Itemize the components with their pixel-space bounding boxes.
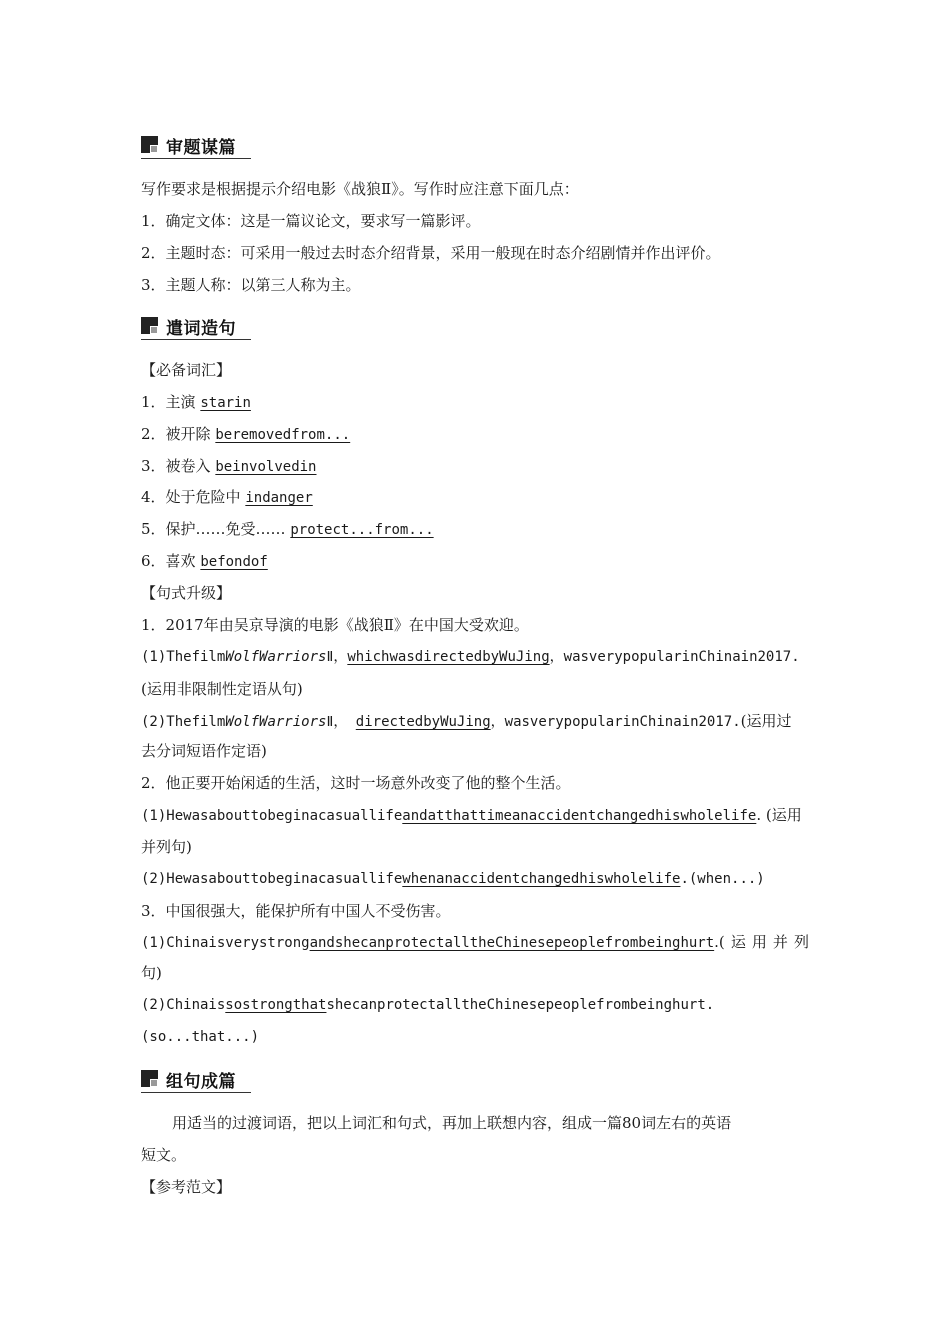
fill-answer: andshecanprotectalltheChinesepeoplefrombeinghurt bbox=[309, 935, 715, 951]
sentence-text: Ⅱ， bbox=[326, 649, 348, 665]
pattern-note: (运用过 bbox=[740, 712, 792, 730]
section-marker-icon bbox=[141, 1070, 158, 1087]
pattern-answer-3a bbox=[141, 932, 809, 953]
sentence-text: (1)Chinaisverystrong bbox=[141, 935, 310, 951]
vocab-answer: befondof bbox=[200, 554, 268, 570]
section-title: 组句成篇 bbox=[166, 1072, 236, 1092]
sentence-text: (2)Thefilm bbox=[141, 714, 226, 730]
film-title: WolfWarriors bbox=[225, 649, 327, 665]
sentence-text: (2)Hewasabouttobeginacasuallife bbox=[141, 871, 403, 887]
section-header-analysis bbox=[141, 131, 251, 157]
compose-instruction: 短文。 bbox=[141, 1146, 187, 1164]
sentence-text: (1)Thefilm bbox=[141, 649, 226, 665]
section-header-compose bbox=[141, 1065, 251, 1091]
analysis-point-1: 1．确定文体：这是一篇议论文，要求写一篇影评。 bbox=[141, 212, 481, 230]
vocab-num: 6． bbox=[141, 552, 166, 570]
vocab-answer: starin bbox=[200, 395, 251, 411]
pattern-note: 运 bbox=[730, 933, 746, 951]
vocab-cn: 保护……免受…… bbox=[165, 520, 286, 538]
pattern-note: 去分词短语作定语) bbox=[141, 742, 267, 760]
section-header-wording bbox=[141, 312, 251, 338]
pattern-note: 用 bbox=[751, 933, 767, 951]
pattern-question-2: 2．他正要开始闲适的生活，这时一场意外改变了他的整个生活。 bbox=[141, 774, 571, 792]
fill-answer: sostrongthat bbox=[225, 997, 327, 1013]
section-underline bbox=[141, 339, 251, 340]
sentence-text: .(when...) bbox=[680, 871, 765, 887]
vocab-num: 4． bbox=[141, 488, 166, 506]
compose-instruction: 用适当的过渡词语，把以上词汇和句式，再加上联想内容，组成一篇80词左右的英语 bbox=[172, 1114, 732, 1132]
vocab-item bbox=[141, 487, 313, 508]
sentence-text: ，wasverypopularinChinain2017. bbox=[490, 714, 741, 730]
fill-answer: andatthattimeanaccidentchangedhiswholelife bbox=[402, 808, 757, 824]
pattern-note: 并列句) bbox=[141, 838, 192, 856]
vocab-item bbox=[141, 456, 317, 477]
vocab-num: 3． bbox=[141, 457, 166, 475]
sentence-text: shecanprotectalltheChinesepeoplefrombeinghurt. bbox=[326, 997, 715, 1013]
pattern-answer-3b bbox=[141, 995, 714, 1015]
pattern-question-1: 1．2017年由吴京导演的电影《战狼Ⅱ》在中国大受欢迎。 bbox=[141, 616, 529, 634]
fill-answer: whenanaccidentchangedhiswholelife bbox=[402, 871, 681, 887]
section-underline bbox=[141, 1092, 251, 1093]
vocab-answer: beremovedfrom... bbox=[215, 427, 351, 443]
pattern-answer-2b bbox=[141, 869, 765, 889]
vocab-item bbox=[141, 424, 350, 445]
fill-answer: directedbyWuJing bbox=[355, 714, 491, 730]
vocab-heading: 【必备词汇】 bbox=[141, 361, 232, 379]
patterns-heading: 【句式升级】 bbox=[141, 584, 232, 602]
fill-answer: whichwasdirectedbyWuJing bbox=[347, 649, 550, 665]
section-marker-icon bbox=[141, 136, 158, 153]
vocab-cn: 被卷入 bbox=[165, 457, 211, 475]
pattern-note: .( bbox=[714, 933, 725, 951]
vocab-num: 2． bbox=[141, 425, 166, 443]
analysis-point-2: 2．主题时态：可采用一般过去时态介绍背景，采用一般现在时态介绍剧情并作出评价。 bbox=[141, 244, 721, 262]
analysis-point-3: 3．主题人称：以第三人称为主。 bbox=[141, 276, 361, 294]
vocab-item bbox=[141, 551, 268, 572]
section-title: 审题谋篇 bbox=[166, 138, 236, 158]
sentence-text: ，wasverypopularinChinain2017. bbox=[549, 649, 800, 665]
vocab-num: 1． bbox=[141, 393, 166, 411]
section-underline bbox=[141, 158, 251, 159]
sentence-text: (1)Hewasabouttobeginacasuallife bbox=[141, 808, 403, 824]
vocab-cn: 主演 bbox=[165, 393, 196, 411]
analysis-intro: 写作要求是根据提示介绍电影《战狼Ⅱ》。写作时应注意下面几点： bbox=[141, 180, 579, 198]
pattern-answer-1b bbox=[141, 711, 792, 732]
pattern-answer-2a bbox=[141, 805, 802, 826]
pattern-note: 列 bbox=[793, 933, 809, 951]
pattern-note: . (运用 bbox=[756, 806, 802, 824]
vocab-item bbox=[141, 392, 251, 413]
pattern-note: 句) bbox=[141, 964, 162, 982]
vocab-answer: indanger bbox=[245, 490, 313, 506]
pattern-note: (so...that...) bbox=[141, 1029, 260, 1045]
sentence-text: Ⅱ， bbox=[326, 714, 348, 730]
section-marker-icon bbox=[141, 317, 158, 334]
vocab-cn: 被开除 bbox=[165, 425, 211, 443]
pattern-answer-1a bbox=[141, 647, 800, 667]
pattern-question-3: 3．中国很强大，能保护所有中国人不受伤害。 bbox=[141, 902, 451, 920]
vocab-cn: 喜欢 bbox=[165, 552, 196, 570]
section-title: 遣词造句 bbox=[166, 319, 236, 339]
pattern-note: (运用非限制性定语从句) bbox=[141, 680, 303, 698]
vocab-item bbox=[141, 519, 434, 540]
vocab-answer: protect...from... bbox=[290, 522, 434, 538]
vocab-num: 5． bbox=[141, 520, 166, 538]
pattern-note: 并 bbox=[772, 933, 788, 951]
vocab-answer: beinvolvedin bbox=[215, 459, 317, 475]
sentence-text: (2)Chinais bbox=[141, 997, 226, 1013]
vocab-cn: 处于危险中 bbox=[165, 488, 241, 506]
film-title: WolfWarriors bbox=[225, 714, 327, 730]
reference-heading: 【参考范文】 bbox=[141, 1178, 232, 1196]
